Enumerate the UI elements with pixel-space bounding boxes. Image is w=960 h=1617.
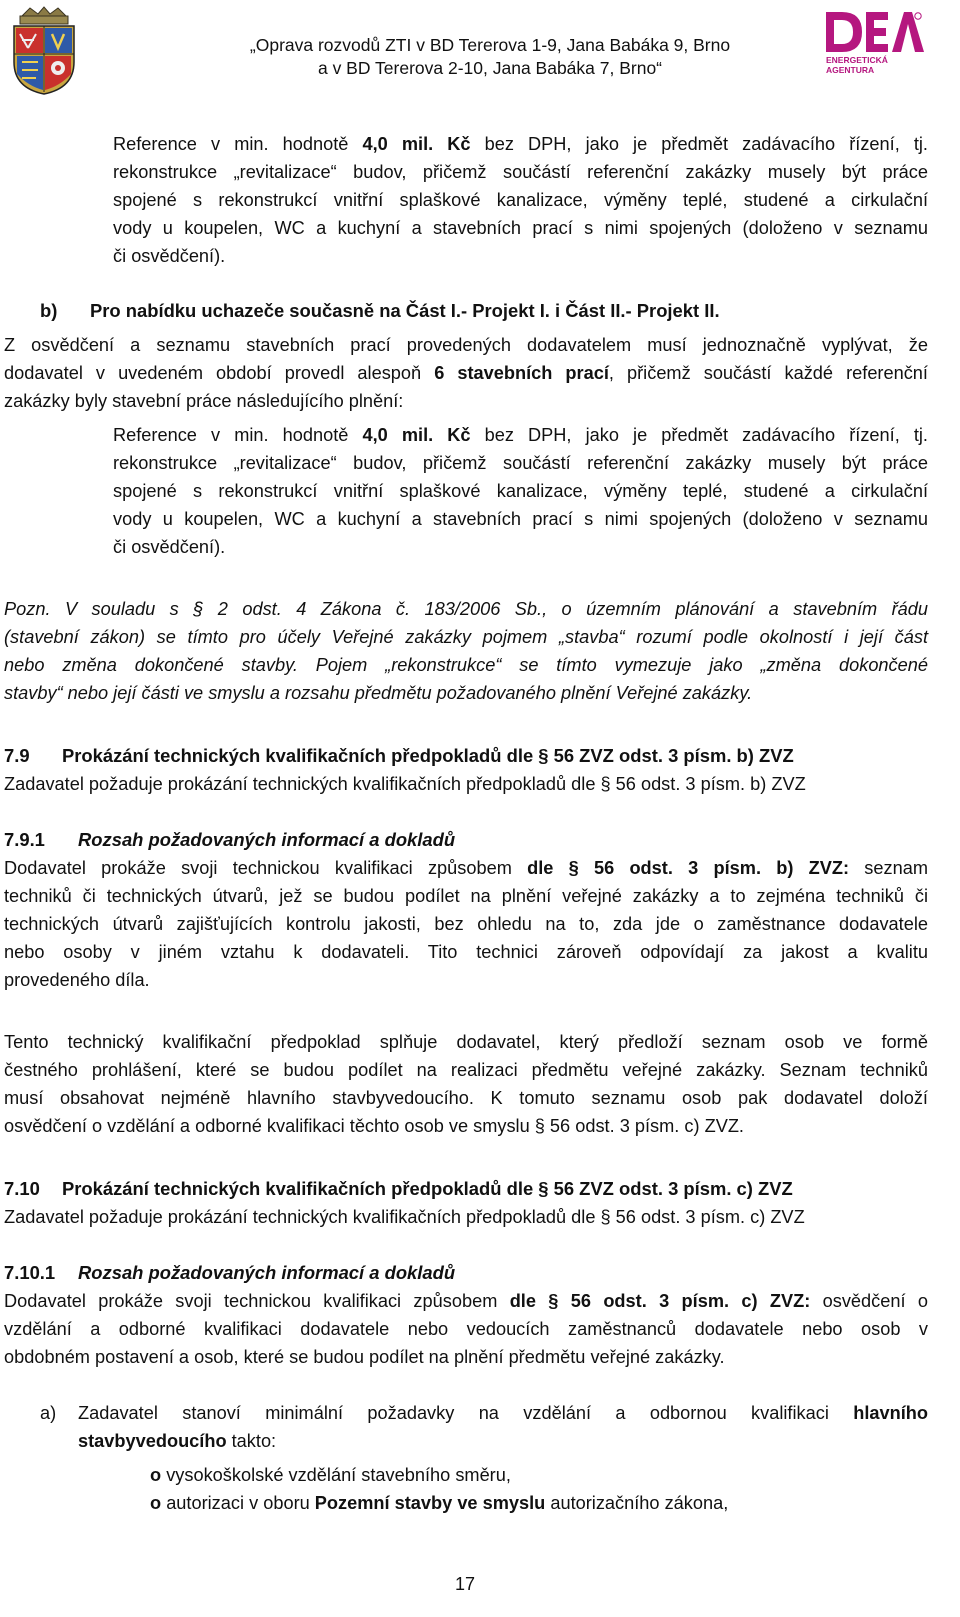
- section-7-9-1-number: 7.9.1: [4, 829, 45, 850]
- s7101-line-2: vzdělání a odborné kvalifikaci dodavatele nebo vedoucích zaměstnanců dodavatele nebo osob v: [4, 1319, 928, 1339]
- note-line-3: nebo změna dokončené stavby. Pojem „rekonstrukce“ se tímto vymezuje jako „změna dokončené: [4, 655, 928, 675]
- ref1-line-5: či osvědčení).: [113, 246, 226, 266]
- section-b-line-3: zakázky byly stavební práce následujícího plnění:: [4, 391, 404, 411]
- reference-paragraph-1: [113, 130, 928, 270]
- ref2-line-5: či osvědčení).: [113, 537, 226, 557]
- section-7-10-1-heading: 7.10.1 Rozsah požadovaných informací a dokladů: [4, 1259, 455, 1287]
- bullet-marker: o: [150, 1493, 162, 1513]
- item-a-bullet-list: [150, 1461, 930, 1517]
- ref2-line-4: vody u koupelen, WC a kuchyní a stavebních prací s nimi spojených (doloženo v seznamu: [113, 509, 928, 529]
- ref1-line-4: vody u koupelen, WC a kuchyní a stavebních prací s nimi spojených (doloženo v seznamu: [113, 218, 928, 238]
- note-paragraph: [4, 595, 928, 707]
- item-a-paragraph: [78, 1399, 928, 1455]
- note-line-1: Pozn. V souladu s § 2 odst. 4 Zákona č. 183/2006 Sb., o územním plánování a stavebním řádu: [4, 599, 928, 619]
- ref2-line-2: rekonstrukce „revitalizace“ budov, přičemž součástí referenční zakázky musely být práce: [113, 453, 928, 473]
- section-7-10-line: Zadavatel požaduje prokázání technických kvalifikačních předpokladů dle § 56 odst. 3 písm. c) ZVZ: [4, 1207, 805, 1227]
- section-b-line-2: dodavatel v uvedeném období provedl alespoň 6 stavebních prací, přičemž součástí každé referenční: [4, 363, 928, 383]
- s7101-line-3: obdobném postavení a osob, které se budou podílet na plnění předmětu veřejné zakázky.: [4, 1347, 725, 1367]
- section-b-paragraph: [4, 331, 928, 415]
- s791-line-4: nebo osoby v jiném vztahu k dodavateli. Tito technici zároveň odpovídají za jakost a kvalitu: [4, 942, 928, 962]
- section-7-9-line: Zadavatel požaduje prokázání technických kvalifikačních předpokladů dle § 56 odst. 3 písm. b) ZVZ: [4, 774, 806, 794]
- ref2-line-1: Reference v min. hodnotě 4,0 mil. Kč bez DPH, jako je předmět zadávacího řízení, tj.: [113, 425, 928, 445]
- municipal-crest-icon: [8, 4, 80, 96]
- ref1-line-3: spojené s rekonstrukcí vnitřní splaškové kanalizace, výměny teplé, studené a cirkulační: [113, 190, 928, 210]
- s791-line-2: techniků či technických útvarů, jež se budou podílet na plnění veřejné zakázky a to zejména techniků či: [4, 886, 928, 906]
- reference-paragraph-2: [113, 421, 928, 561]
- logo-text-line-1: ENERGETICKÁ: [826, 55, 888, 65]
- s791-p2-line-2: čestného prohlášení, které se budou podílet na realizaci předmětu veřejné zakázky. Seznam techniků: [4, 1060, 928, 1080]
- s791-line-1: Dodavatel prokáže svoji technickou kvalifikaci způsobem dle § 56 odst. 3 písm. b) ZVZ: seznam: [4, 858, 928, 878]
- bullet-marker: o: [150, 1465, 162, 1485]
- page-number: 17: [454, 1574, 476, 1594]
- note-line-2: (stavební zákon) se tímto pro účely Veřejné zakázky pojmem „stavba“ rozumí podle okolností i její část: [4, 627, 928, 647]
- item-a-line-1: Zadavatel stanoví minimální požadavky na vzdělání a odbornou kvalifikaci hlavního: [78, 1403, 928, 1423]
- s791-line-3: technických útvarů zajišťujících kontrolu jakosti, bez ohledu na to, zda jde o zaměstnance dodavatele: [4, 914, 928, 934]
- s791-line-5: provedeného díla.: [4, 970, 150, 990]
- dea-energeticka-agentura-logo: [822, 6, 926, 76]
- bullet-item-2: o autorizaci v oboru Pozemní stavby ve smyslu autorizačního zákona,: [150, 1493, 729, 1513]
- section-7-9-1-paragraph-1: [4, 854, 928, 994]
- section-7-9-heading: 7.9 Prokázání technických kvalifikačních předpokladů dle § 56 ZVZ odst. 3 písm. b) ZVZ: [4, 742, 794, 770]
- section-7-10-heading: 7.10 Prokázání technických kvalifikačních předpokladů dle § 56 ZVZ odst. 3 písm. c) ZVZ: [4, 1175, 793, 1203]
- ref2-line-3: spojené s rekonstrukcí vnitřní splaškové kanalizace, výměny teplé, studené a cirkulační: [113, 481, 928, 501]
- section-7-10-number: 7.10: [4, 1178, 40, 1199]
- item-a-marker: a): [40, 1403, 57, 1423]
- header-title-line-2: a v BD Tererova 2-10, Jana Babáka 7, Brno“: [317, 58, 663, 78]
- header-title-line-1: „Oprava rozvodů ZTI v BD Tererova 1-9, Jana Babáka 9, Brno: [249, 35, 731, 55]
- note-line-4: stavby“ nebo její části ve smyslu a rozsahu předmětu požadovaného plnění Veřejné zakázky.: [4, 683, 753, 703]
- item-a-line-2: stavbyvedoucího takto:: [78, 1431, 277, 1451]
- section-7-9-number: 7.9: [4, 745, 30, 766]
- section-b-heading: b) Pro nabídku uchazeče současně na Část I.- Projekt I. i Část II.- Projekt II.: [40, 297, 720, 325]
- s7101-line-1: Dodavatel prokáže svoji technickou kvalifikaci způsobem dle § 56 odst. 3 písm. c) ZVZ: osvědčení o: [4, 1291, 928, 1311]
- logo-text-line-2: AGENTURA: [826, 65, 875, 75]
- document-header-title: [190, 34, 790, 80]
- section-7-9-text: [4, 770, 928, 798]
- section-7-10-1-paragraph: [4, 1287, 928, 1371]
- section-7-10-1-number: 7.10.1: [4, 1262, 56, 1283]
- section-b-line-1: Z osvědčení a seznamu stavebních prací provedených dodavatelem musí jednoznačně vyplývat, že: [4, 335, 928, 355]
- section-7-10-text: [4, 1203, 928, 1231]
- s791-p2-line-4: osvědčení o vzdělání a odborné kvalifikaci těchto osob ve smyslu § 56 odst. 3 písm. c) ZVZ.: [4, 1116, 744, 1136]
- ref1-line-1: Reference v min. hodnotě 4,0 mil. Kč bez DPH, jako je předmět zadávacího řízení, tj.: [113, 134, 928, 154]
- section-b-marker: b): [40, 300, 58, 321]
- bullet-item-1: o vysokoškolské vzdělání stavebního směru,: [150, 1465, 511, 1485]
- section-7-9-1-heading: 7.9.1 Rozsah požadovaných informací a dokladů: [4, 826, 455, 854]
- section-7-9-1-paragraph-2: [4, 1028, 928, 1140]
- ref1-line-2: rekonstrukce „revitalizace“ budov, přičemž součástí referenční zakázky musely být práce: [113, 162, 928, 182]
- s791-p2-line-3: musí obsahovat nejméně hlavního stavbyvedoucího. K tomuto seznamu osob pak dodavatel doloží: [4, 1088, 928, 1108]
- s791-p2-line-1: Tento technický kvalifikační předpoklad splňuje dodavatel, který předloží seznam osob ve formě: [4, 1032, 928, 1052]
